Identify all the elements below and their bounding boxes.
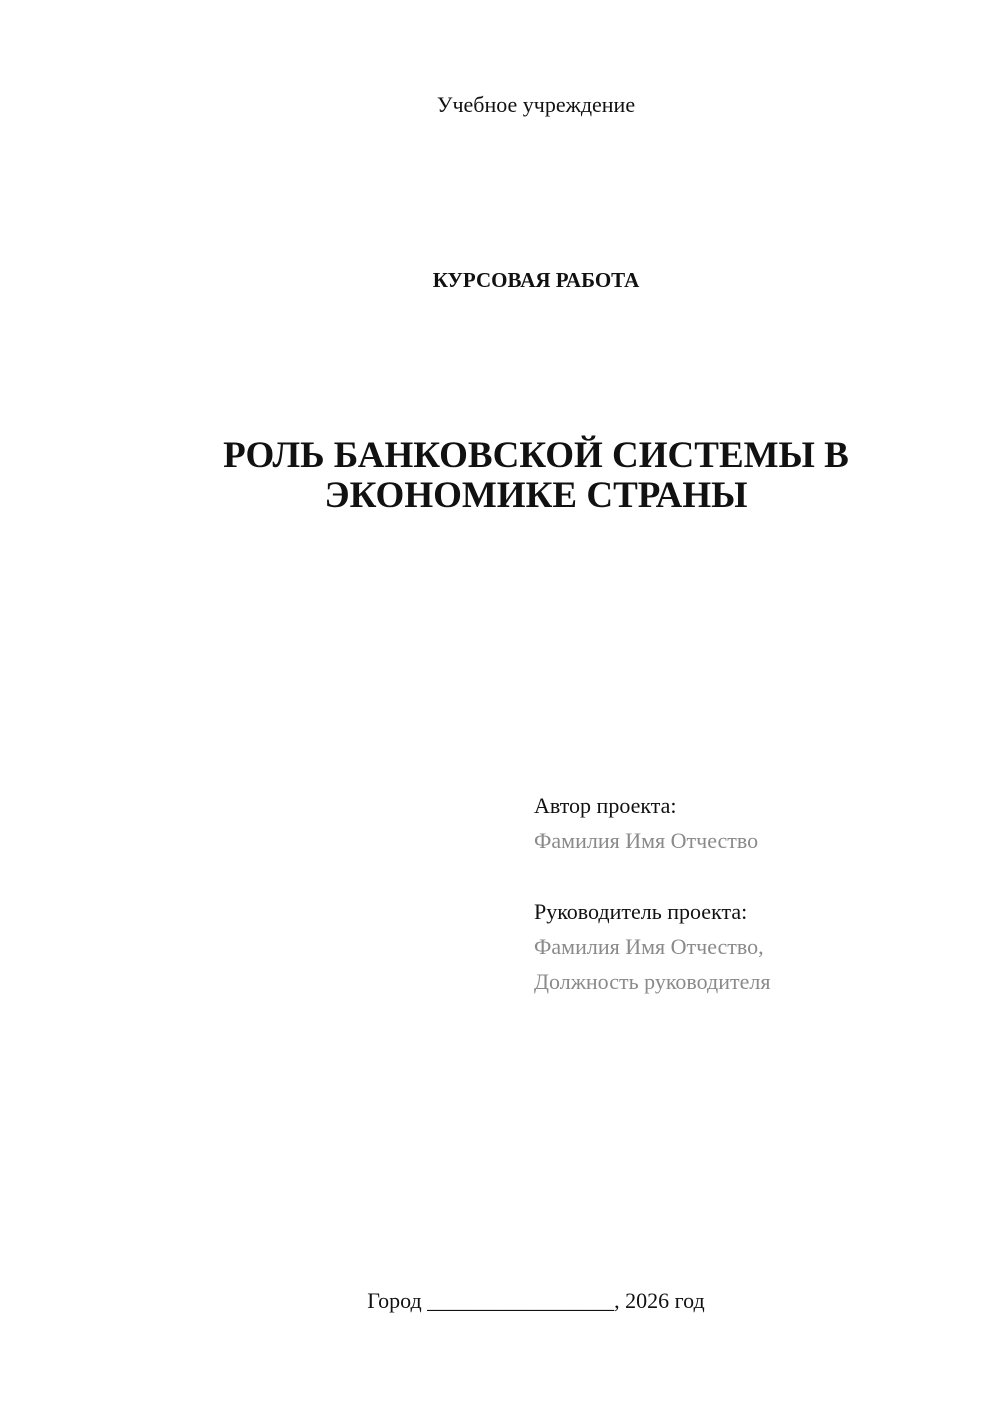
title-line-2: ЭКОНОМИКЕ СТРАНЫ bbox=[324, 475, 748, 516]
project-people bbox=[534, 788, 770, 999]
supervisor-position-placeholder: Должность руководителя bbox=[534, 969, 771, 994]
city-year-footer: Город _________________, 2026 год bbox=[367, 1288, 705, 1313]
author-name-placeholder: Фамилия Имя Отчество bbox=[534, 828, 759, 853]
supervisor-name-placeholder: Фамилия Имя Отчество, bbox=[534, 934, 764, 959]
work-type-heading: КУРСОВАЯ РАБОТА bbox=[432, 268, 640, 292]
title-line-1: РОЛЬ БАНКОВСКОЙ СИСТЕМЫ В bbox=[223, 435, 849, 476]
author-block bbox=[534, 788, 770, 858]
document-title bbox=[0, 436, 1000, 516]
author-label: Автор проекта: bbox=[534, 793, 677, 818]
supervisor-label: Руководитель проекта: bbox=[534, 899, 748, 924]
supervisor-block bbox=[534, 894, 770, 999]
institution-name: Учебное учреждение bbox=[436, 92, 636, 117]
